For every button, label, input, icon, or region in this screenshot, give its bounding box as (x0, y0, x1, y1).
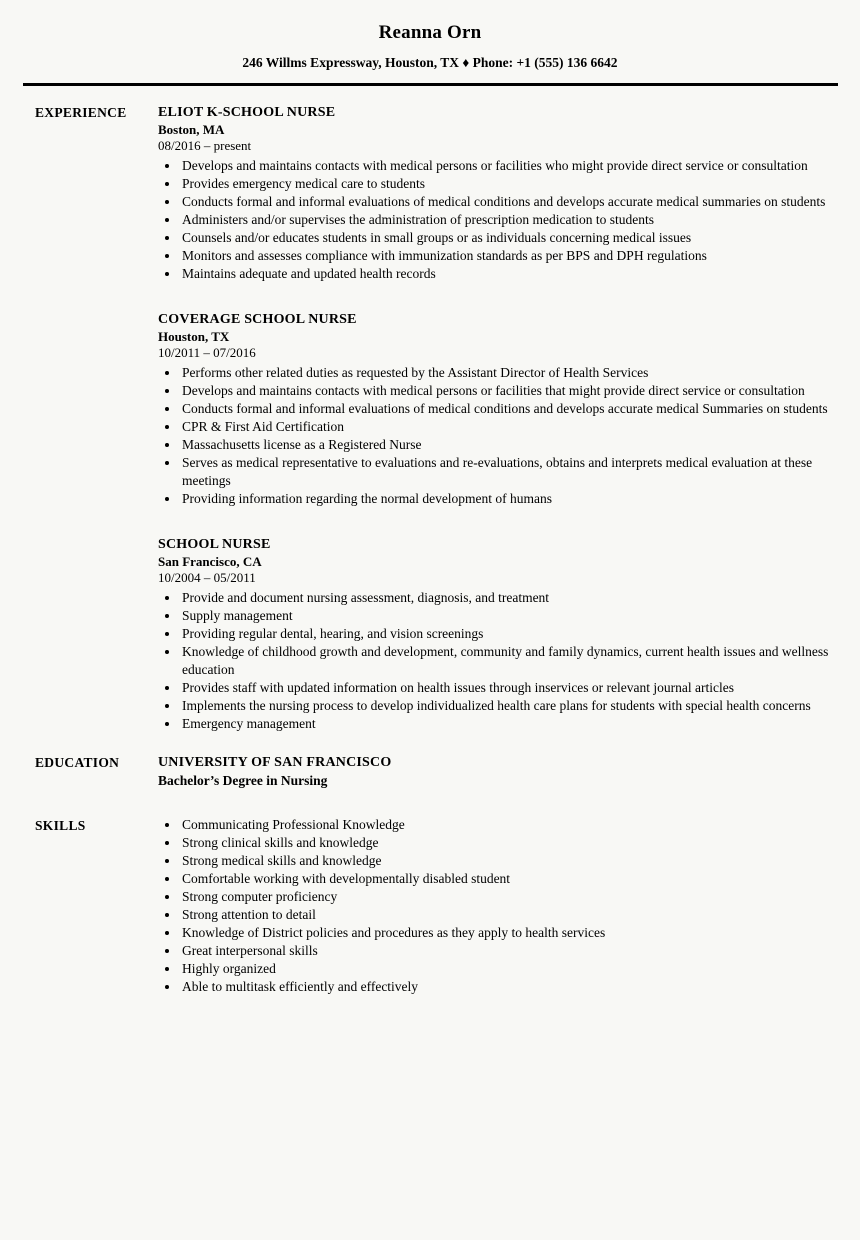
bullet-item: • Provides emergency medical care to students (180, 175, 832, 193)
bullet-item: • Counsels and/or educates students in small groups or as individuals concerning medical issues (180, 229, 832, 247)
skills-section (0, 816, 860, 1036)
contact-line: 246 Willms Expressway, Houston, TX ♦ Phone: +1 (555) 136 6642 (242, 55, 618, 70)
bullet-item: • Monitors and assesses compliance with immunization standards as per BPS and DPH regulations (180, 247, 832, 265)
skills-list (158, 816, 832, 996)
bullet-item: • Serves as medical representative to evaluations and re-evaluations, obtains and interprets medical evaluation at these meetings (180, 454, 832, 490)
job-entry (158, 103, 832, 283)
skill-item: • Strong computer proficiency (180, 888, 832, 906)
skill-item: • Highly organized (180, 960, 832, 978)
skill-item: • Knowledge of District policies and procedures as they apply to health services (180, 924, 832, 942)
experience-label: EXPERIENCE (35, 105, 127, 120)
bullet-item: • Conducts formal and informal evaluations of medical conditions and develops accurate medical Summaries on students (180, 400, 832, 418)
job-title: ELIOT K-SCHOOL NURSE (158, 105, 336, 120)
skills-content (158, 816, 832, 996)
header-divider (23, 83, 838, 86)
bullet-item: • Performs other related duties as requested by the Assistant Director of Health Services (180, 364, 832, 382)
education-content (158, 753, 832, 790)
job-location: Houston, TX (158, 329, 230, 344)
education-section (0, 753, 860, 790)
resume-header (0, 0, 860, 71)
job-entry (158, 310, 832, 508)
job-location: San Francisco, CA (158, 554, 262, 569)
bullet-item: • Develops and maintains contacts with medical persons or facilities that might provide direct service or consultation (180, 382, 832, 400)
job-title: COVERAGE SCHOOL NURSE (158, 312, 357, 327)
bullet-item: • Administers and/or supervises the administration of prescription medication to students (180, 211, 832, 229)
experience-section (0, 103, 860, 733)
bullet-item: • Providing regular dental, hearing, and vision screenings (180, 625, 832, 643)
skill-item: • Strong attention to detail (180, 906, 832, 924)
job-bullets (158, 589, 832, 733)
skill-item: • Strong clinical skills and knowledge (180, 834, 832, 852)
job-title: SCHOOL NURSE (158, 537, 271, 552)
bullet-item: • Provide and document nursing assessment, diagnosis, and treatment (180, 589, 832, 607)
school-name: UNIVERSITY OF SAN FRANCISCO (158, 755, 392, 770)
skill-item: • Communicating Professional Knowledge (180, 816, 832, 834)
skill-item: • Able to multitask efficiently and effectively (180, 978, 832, 996)
skill-item: • Strong medical skills and knowledge (180, 852, 832, 870)
skills-label: SKILLS (35, 818, 86, 833)
degree: Bachelor’s Degree in Nursing (158, 773, 328, 788)
skill-item: • Comfortable working with developmentally disabled student (180, 870, 832, 888)
bullet-item: • Emergency management (180, 715, 832, 733)
bullet-item: • Supply management (180, 607, 832, 625)
skill-item: • Great interpersonal skills (180, 942, 832, 960)
bullet-item: • Implements the nursing process to develop individualized health care plans for students with special health concerns (180, 697, 832, 715)
bullet-item: • Provides staff with updated information on health issues through inservices or relevant journal articles (180, 679, 832, 697)
job-entry (158, 535, 832, 733)
experience-jobs (158, 103, 832, 733)
bullet-item: • Conducts formal and informal evaluations of medical conditions and develops accurate medical summaries on students (180, 193, 832, 211)
bullet-item: • Providing information regarding the normal development of humans (180, 490, 832, 508)
job-dates: 10/2004 – 05/2011 (158, 570, 256, 585)
candidate-name: Reanna Orn (378, 22, 482, 43)
bullet-item: • Knowledge of childhood growth and development, community and family dynamics, current health issues and wellness education (180, 643, 832, 679)
job-bullets (158, 364, 832, 508)
job-bullets (158, 157, 832, 283)
job-location: Boston, MA (158, 122, 225, 137)
bullet-item: • Develops and maintains contacts with medical persons or facilities who might provide direct service or consultation (180, 157, 832, 175)
bullet-item: • Massachusetts license as a Registered Nurse (180, 436, 832, 454)
education-label: EDUCATION (35, 755, 120, 770)
bullet-item: • CPR & First Aid Certification (180, 418, 832, 436)
job-dates: 10/2011 – 07/2016 (158, 345, 256, 360)
bullet-item: • Maintains adequate and updated health records (180, 265, 832, 283)
job-dates: 08/2016 – present (158, 138, 252, 153)
